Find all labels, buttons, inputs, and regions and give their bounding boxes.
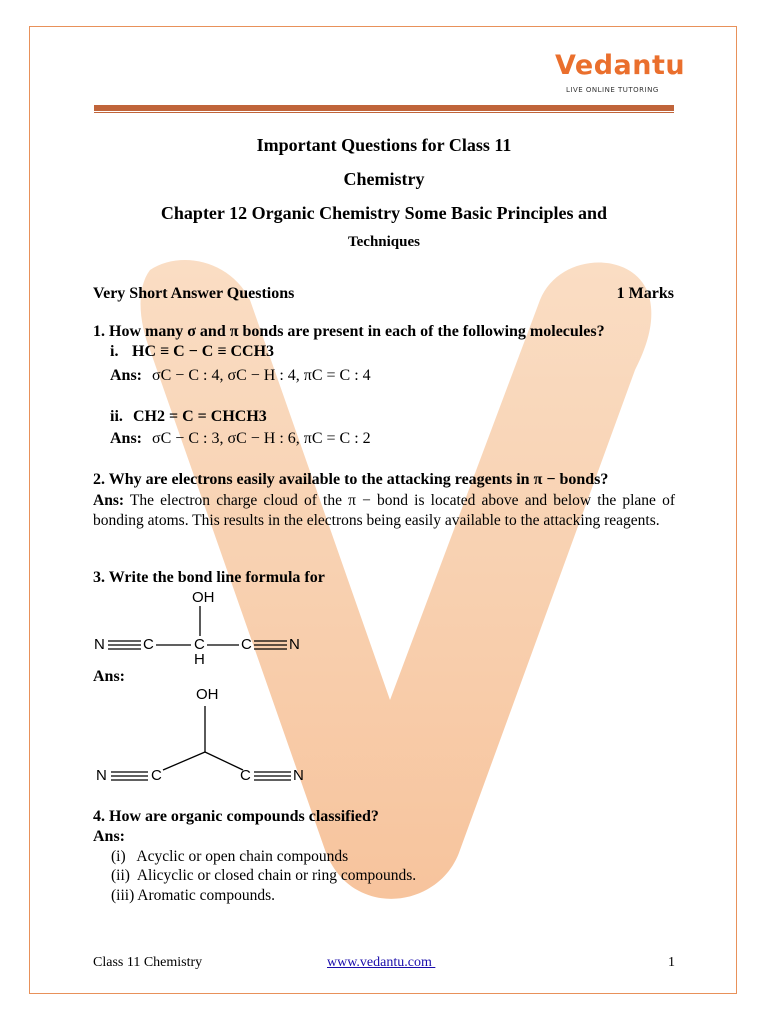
logo-tagline: LIVE ONLINE TUTORING — [566, 86, 659, 94]
q3-n-right: N — [289, 636, 300, 653]
q4-item-3: (iii) Aromatic compounds. — [111, 887, 276, 904]
q3-ans-oh: OH — [196, 686, 219, 703]
q1-part-ii-formula: CH2 = C = CHCH3 — [133, 408, 267, 425]
q1-part-ii-label: ii. — [110, 408, 123, 425]
q1-part-i-label: i. — [110, 343, 119, 360]
q1-part-i-answer: σC − C : 4, σC − H : 4, πC = C : 4 — [152, 367, 371, 384]
q2-answer: The electron charge cloud of the π − bond is located above and below the plane of bonding atoms. This results in the electrons being easily available to the attacking reagents. — [93, 492, 675, 529]
q4-item-1: (i) Acyclic or open chain compounds — [111, 848, 349, 865]
section-heading: Very Short Answer Questions — [93, 285, 295, 302]
question-3: 3. Write the bond line formula for — [93, 569, 325, 586]
q1-part-ii-answer: σC − C : 3, σC − H : 6, πC = C : 2 — [152, 430, 371, 447]
q4-ans-label: Ans: — [93, 828, 126, 845]
q3-ans-c-right: C — [240, 767, 251, 784]
q3-ans-n-right: N — [293, 767, 304, 784]
subject-title: Chemistry — [343, 169, 425, 189]
q1-part-i-ans-label: Ans: — [110, 367, 143, 384]
q4-item-2: (ii) Alicyclic or closed chain or ring compounds. — [111, 867, 417, 884]
q2-ans-label: Ans: — [93, 492, 125, 509]
q3-ans-c-left: C — [151, 767, 162, 784]
q3-ans-label: Ans: — [93, 668, 126, 685]
question-2: 2. Why are electrons easily available to the attacking reagents in π − bonds? — [93, 471, 609, 488]
chapter-title: Chapter 12 Organic Chemistry Some Basic Principles and — [160, 203, 608, 223]
q3-ans-n-left: N — [96, 767, 107, 784]
chapter-title-cont: Techniques — [348, 234, 420, 250]
footer-subject: Class 11 Chemistry — [93, 955, 203, 970]
page-title: Important Questions for Class 11 — [256, 135, 512, 155]
footer-page-number: 1 — [668, 955, 675, 970]
section-marks: 1 Marks — [616, 285, 674, 302]
q3-n-left: N — [94, 636, 105, 653]
q3-c-left: C — [143, 636, 154, 653]
footer-website-link[interactable]: www.vedantu.com — [327, 955, 436, 970]
q1-part-ii-ans-label: Ans: — [110, 430, 143, 447]
logo-wordmark: Vedantu — [555, 50, 686, 81]
question-4: 4. How are organic compounds classified? — [93, 808, 379, 825]
q3-oh-label: OH — [192, 589, 215, 606]
question-1: 1. How many σ and π bonds are present in each of the following molecules? — [93, 323, 605, 340]
q3-c-center: C — [194, 636, 205, 653]
q3-c-right: C — [241, 636, 252, 653]
q1-part-i-formula: HC ≡ C − C ≡ CCH3 — [132, 343, 275, 360]
q3-h-label: H — [194, 651, 205, 668]
